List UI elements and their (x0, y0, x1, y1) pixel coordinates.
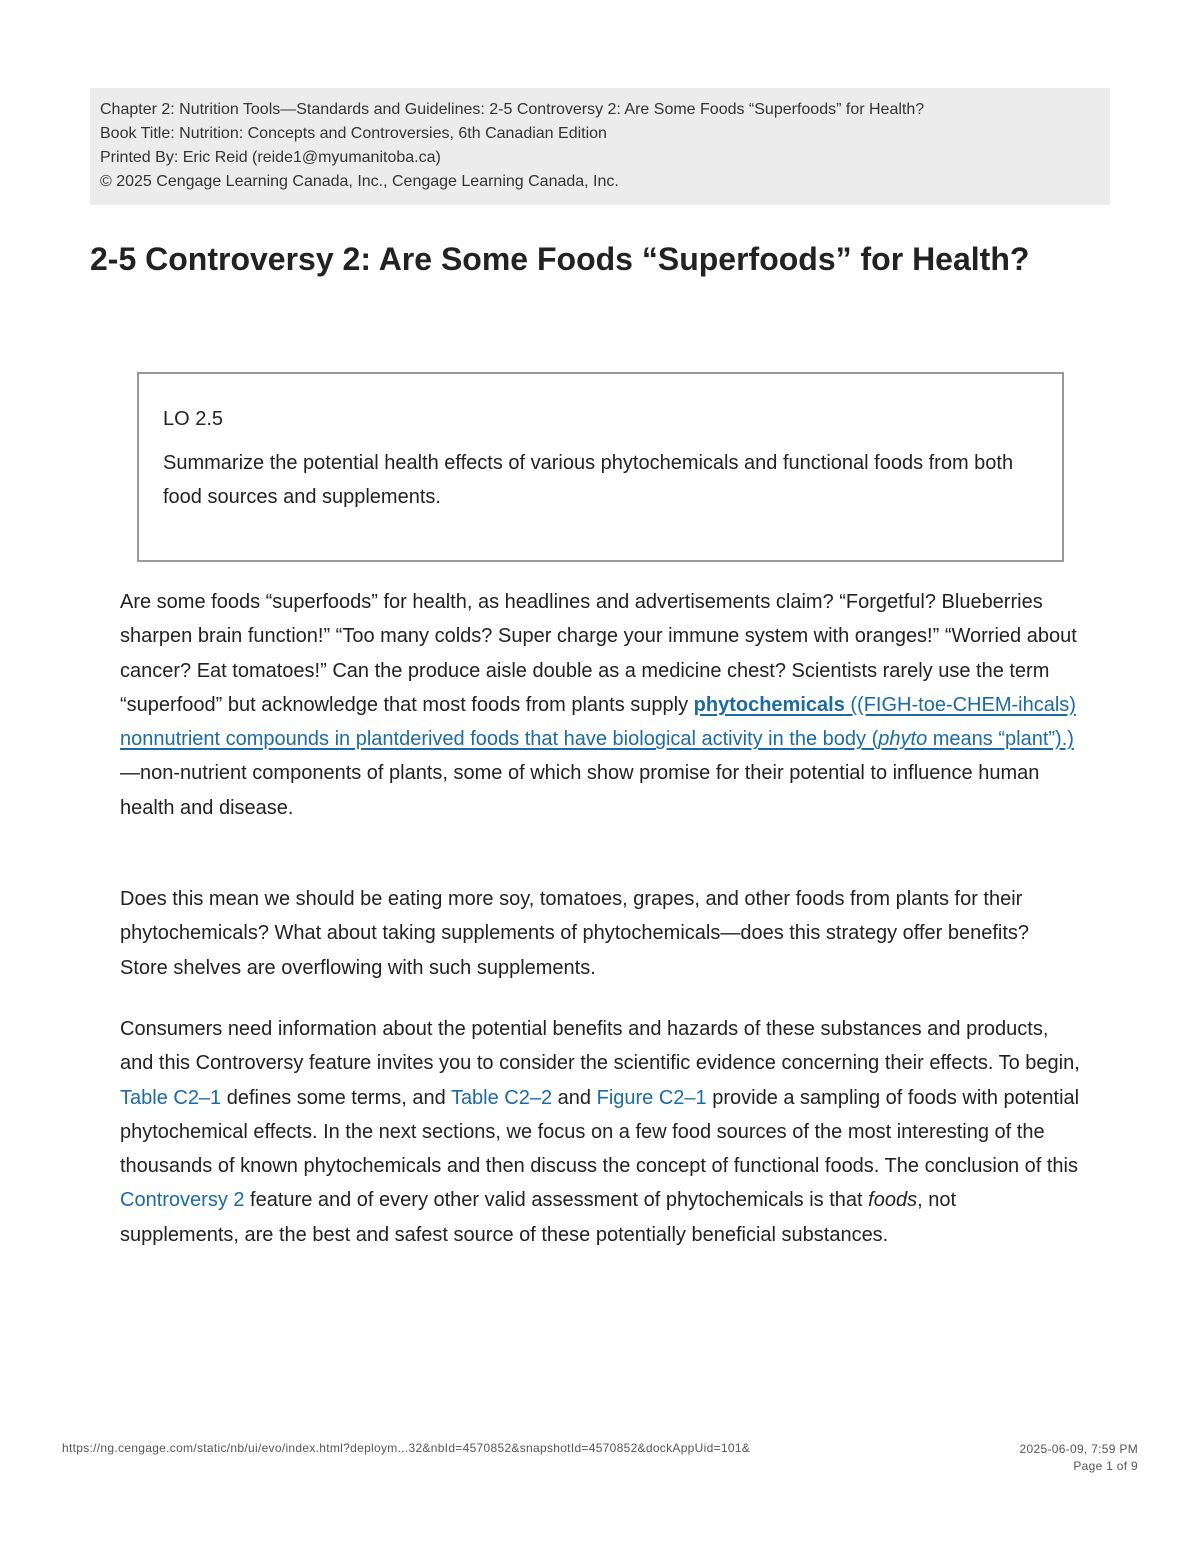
emphasis-foods: foods (868, 1189, 918, 1212)
paragraph-text: defines some terms, and (221, 1086, 451, 1109)
learning-objective-box (137, 372, 1064, 562)
footer-page-number: Page 1 of 9 (1073, 1459, 1138, 1473)
footer-datetime: 2025-06-09, 7:59 PM (1019, 1442, 1138, 1456)
glossary-term: phytochemicals (693, 693, 845, 716)
paragraph-text: , not supplements, are the best and safest source of these potentially beneficial substances. (120, 1189, 957, 1246)
learning-objective-text: Summarize the potential health effects of various phytochemicals and functional foods from both food sources and supplements. (163, 452, 1014, 508)
print-metadata-box (90, 88, 1110, 205)
paragraph-consumers (120, 1012, 1080, 1252)
paragraph-question (120, 882, 1080, 985)
paragraph-text: Does this mean we should be eating more soy, tomatoes, grapes, and other foods from plants for their phytochemicals? What about taking supplements of phytochemicals—does this strategy offer benefits? Store shelves are overflowing with such supplements. (120, 888, 1030, 979)
glossary-definition: ((FIGH-toe-CHEM-ihcals) nonnutrient compounds in plantderived foods that have biological activity in the body ( (120, 693, 1076, 751)
paragraph-intro (120, 585, 1080, 825)
book-title-line: Book Title: Nutrition: Concepts and Controversies, 6th Canadian Edition (100, 125, 607, 142)
footer-url: https://ng.cengage.com/static/nb/ui/evo/index.html?deploym...32&nbId=4570852&snapshotId=4570852&dockAppUid=101& (62, 1441, 751, 1455)
paragraph-text: Are some foods “superfoods” for health, as headlines and advertisements claim? “Forgetful? Blueberries sharpen brain function!” “Too many colds? Super charge your immune system with oranges!” “Worried about cancer? Eat tomatoes!” Can the produce aisle double as a medicine chest? Scientists rarely use the term “superfood” but acknowledge that most foods from plants supply (120, 591, 1077, 716)
link-controversy-2[interactable]: Controversy 2 (120, 1189, 245, 1212)
paragraph-text: Consumers need information about the potential benefits and hazards of these substances and products, and this Controversy feature invites you to consider the scientific evidence concerning their effects. To begin, (120, 1018, 1080, 1075)
paragraph-text: and (552, 1086, 597, 1109)
printed-by-line: Printed By: Eric Reid (reide1@myumanitoba.ca) (100, 149, 441, 166)
paragraph-text: feature and of every other valid assessment of phytochemicals is that (244, 1189, 869, 1212)
link-table-c2-1[interactable]: Table C2–1 (120, 1086, 222, 1109)
chapter-line: Chapter 2: Nutrition Tools—Standards and Guidelines: 2-5 Controversy 2: Are Some Foods “Superfoods” for Health? (100, 101, 925, 118)
paragraph-text: —non-nutrient components of plants, some of which show promise for their potential to influence human health and disease. (120, 762, 1040, 819)
glossary-definition-end: means “plant”).) (927, 728, 1074, 751)
copyright-line: © 2025 Cengage Learning Canada, Inc., Cengage Learning Canada, Inc. (100, 173, 619, 190)
footer-meta (1020, 1441, 1138, 1475)
paragraph-text: provide a sampling of foods with potential phytochemical effects. In the next sections, we focus on a few food sources of the most interesting of the thousands of known phytochemicals and then discuss the concept of functional foods. The conclusion of this (120, 1086, 1080, 1178)
glossary-definition-italic: phyto (878, 728, 928, 751)
learning-objective-label: LO 2.5 (163, 408, 224, 430)
link-table-c2-2[interactable]: Table C2–2 (450, 1086, 553, 1109)
link-figure-c2-1[interactable]: Figure C2–1 (596, 1086, 707, 1109)
page-title: 2-5 Controversy 2: Are Some Foods “Superfoods” for Health? (90, 241, 1030, 277)
